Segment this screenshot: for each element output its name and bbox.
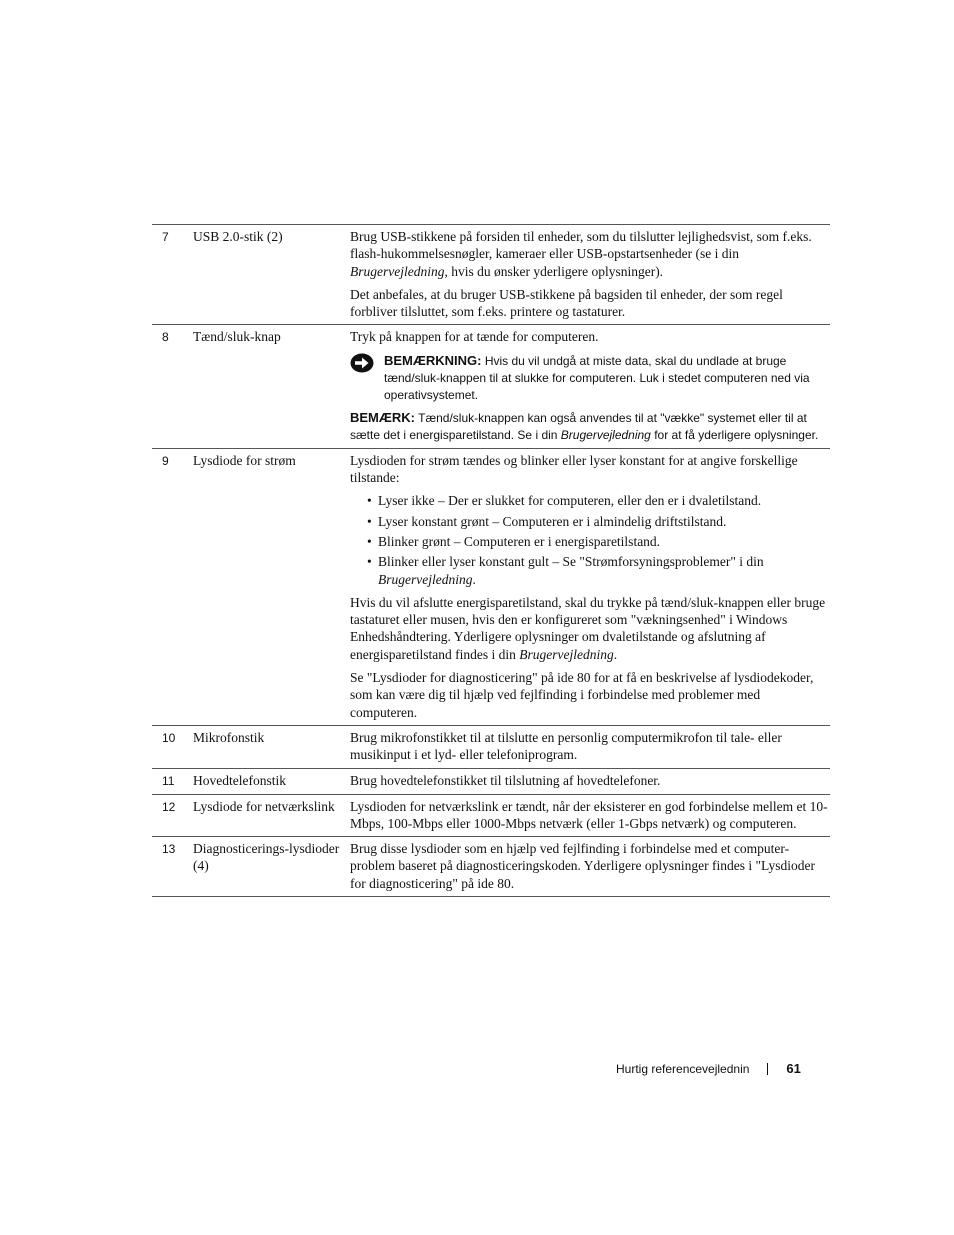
note-block	[350, 409, 830, 444]
bullet: •	[367, 554, 372, 570]
paragraph: Brug hovedtelefonstikket til tilslutning af hovedtelefoner.	[350, 772, 661, 788]
table-row	[152, 726, 830, 769]
paragraph: Brug mikrofonstikket til at tilslutte en personlig computermikrofon til tale- eller musikinput i et lyd- eller telefoniprogram.	[350, 729, 782, 763]
row-number: 12	[162, 799, 176, 814]
paragraph: Brug disse lysdioder som en hjælp ved fejlfinding i forbindelse med et computer-problem baseret på diagnosticeringskoden. Yderligere oplysninger findes i "Lysdioder for diagnosticering" på ide 80.	[350, 841, 816, 891]
text: Lyser ikke – Der er slukket for computeren, eller den er i dvaletilstand.	[378, 493, 762, 509]
paragraph: Se "Lysdioder for diagnosticering" på ide 80 for at få en beskrivelse af lysdiodekoder, som kan være dig til hjælp ved fejlfinding i forbindelse med problemer med computeren.	[350, 670, 814, 720]
component-description	[350, 798, 830, 833]
notice-arrow-icon	[350, 352, 384, 404]
paragraph	[350, 594, 830, 663]
row-number: 11	[162, 773, 175, 788]
list-item	[350, 513, 830, 530]
manual-title: Brugervejledning	[560, 427, 651, 442]
component-description	[350, 840, 830, 892]
page-number: 61	[786, 1061, 801, 1076]
component-name: Hovedtelefonstik	[193, 772, 286, 788]
paragraph: Tryk på knappen for at tænde for computeren.	[350, 329, 599, 345]
list-item	[350, 492, 830, 509]
status-list	[350, 492, 830, 587]
footer-separator	[767, 1063, 768, 1075]
text: .	[613, 646, 618, 662]
component-name: Lysdiode for netværkslink	[193, 798, 335, 814]
row-number: 13	[162, 842, 176, 857]
manual-title: Brugervejledning	[519, 646, 614, 662]
row-number: 10	[162, 730, 176, 745]
notice-block	[350, 352, 830, 404]
text: Brug USB-stikkene på forsiden til enheder, som du tilslutter lejlighedsvist, som f.eks. flash-hukommelsesnøgler, kameraer eller USB-opstartsenheder (se i din	[350, 229, 812, 262]
manual-title: Brugervejledning	[378, 571, 473, 587]
table-row	[152, 769, 830, 795]
paragraph: Lysdioden for strøm tændes og blinker eller lyser konstant for at angive forskellige tilstande:	[350, 452, 798, 486]
text: Hvis du vil afslutte energisparetilstand, skal du trykke på tænd/sluk-knappen eller bruge tastaturet eller musen, hvis den er konfigureret som "vækningsenhed" i Windows Enhedshåndtering. Yderligere oplysninger om dvaletilstande og afslutning af energisparetilstand findes i din	[350, 594, 826, 662]
text: Blinker eller lyser konstant gult – Se "Strømforsyningsproblemer" i din	[378, 554, 764, 570]
table-row	[152, 837, 830, 897]
text: for at få yderligere oplysninger.	[650, 427, 819, 442]
table-row	[152, 325, 830, 448]
list-item	[350, 553, 830, 588]
component-description	[350, 452, 830, 721]
page-footer	[616, 1061, 801, 1076]
component-name: Diagnosticerings-lysdioder (4)	[193, 841, 340, 874]
text: Hvis du vil undgå at miste data, skal du undlade at bruge tænd/sluk-knappen til at slukke for computeren. Luk i stedet computeren ned via operativsystemet.	[384, 353, 810, 402]
row-number: 7	[162, 230, 169, 244]
bullet: •	[367, 533, 372, 549]
table-row	[152, 225, 830, 325]
bullet: •	[367, 513, 372, 529]
notice-text	[384, 352, 830, 404]
footer-title: Hurtig referencevejlednin	[616, 1061, 750, 1076]
paragraph: Det anbefales, at du bruger USB-stikkene på bagsiden til enheder, der som regel forbliver tilsluttet, som f.eks. printere og tastaturer.	[350, 286, 783, 320]
text: Lyser konstant grønt – Computeren er i almindelig driftstilstand.	[378, 513, 727, 529]
row-number: 9	[162, 453, 169, 468]
component-description	[350, 772, 830, 790]
component-name: USB 2.0-stik (2)	[193, 229, 283, 244]
table-row	[152, 795, 830, 838]
row-number: 8	[162, 330, 169, 345]
note-label: BEMÆRK:	[350, 409, 415, 425]
text: Tænd/sluk-knappen kan også anvendes til at "vække" systemet eller til at sætte det i energisparetilstand. Se i din	[350, 410, 807, 442]
component-name: Mikrofonstik	[193, 729, 265, 745]
notice-label: BEMÆRKNING:	[384, 352, 482, 368]
component-description	[350, 729, 830, 764]
list-item	[350, 533, 830, 550]
component-table	[152, 224, 830, 897]
manual-title: Brugervejledning	[350, 263, 445, 279]
component-name: Tænd/sluk-knap	[193, 329, 281, 345]
component-description	[350, 328, 830, 443]
bullet: •	[367, 493, 372, 509]
component-name: Lysdiode for strøm	[193, 452, 296, 468]
paragraph	[350, 228, 830, 280]
text: .	[472, 571, 476, 587]
table-row	[152, 449, 830, 726]
text: Blinker grønt – Computeren er i energisparetilstand.	[378, 533, 661, 549]
text: , hvis du ønsker yderligere oplysninger).	[444, 263, 664, 279]
paragraph: Lysdioden for netværkslink er tændt, når der eksisterer en god forbindelse mellem et 10-Mbps, 100-Mbps eller 1000-Mbps netværk (eller 1-Gbps netværk) og computeren.	[350, 798, 828, 831]
component-description	[350, 228, 830, 320]
